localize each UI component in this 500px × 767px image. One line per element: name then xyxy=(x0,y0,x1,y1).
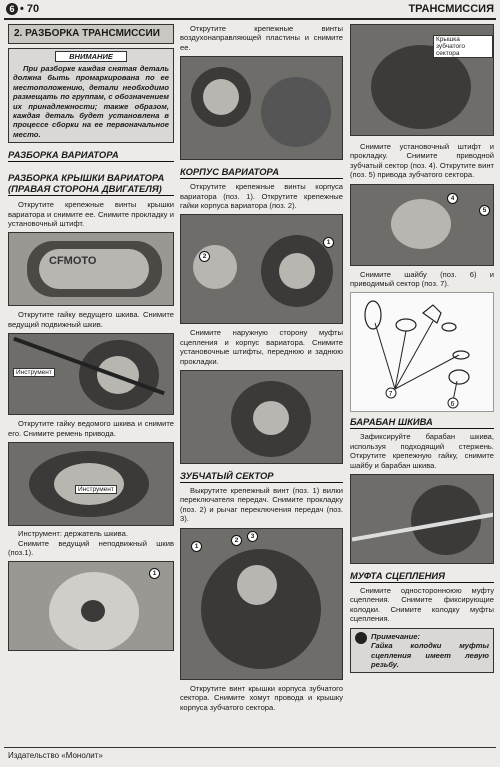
column-3: Крышка зубчатого сектора Снимите установочный штифт и прокладку. Снимите приводной зубчатый сектор (поз. 4). Открутите винт (поз. 5) привода зубчатого сектора. 4 5 Снимите шайбу (поз. 6) и приводимый сектор (поз. 7). 7 6 БАРАБАН ШКИВА Зафиксируйте барабан шкива, используя подходящий стержень. Открутите крепежную гайку, снимите шайбу и барабан шкива. МУФТА СЦЕПЛЕНИЯ Снимите односторонноюю муфту сцепления. Снимите фиксирующие колодки. Снимите колодку муфты сцепления. Примечание: Гайка колодки муфты сцепления имеет левую резьбу. xyxy=(350,24,494,673)
page-header xyxy=(4,2,496,20)
callout-2: 2 xyxy=(231,535,242,546)
note-title: Примечание: xyxy=(371,631,421,641)
note-box xyxy=(350,628,494,674)
callout-1: 1 xyxy=(149,568,160,579)
column-2: Открутите крепежные винты воздухонаправляющей пластины и снимите ее. КОРПУС ВАРИАТОРА Открутите крепежные винты корпуса вариатора (поз. 1). Открутите крепежные гайки корпуса вариатора (поз. 2). 2 1 Снимите наружную сторону муфты сцепления и корпус вариатора. Снимите установочные штифты, переднюю и заднюю прокладки. ЗУБЧАТЫЙ СЕКТОР Выкрутите крепежный винт (поз. 1) вилки переключателя передач. Снимите прокладку (поз. 2) и рычаг переключения передач (поз. 3). 1 2 3 Открутите винт крышки корпуса зубчатого сектора. Снимите хомут провода и крышку корпуса зубчатого сектора. xyxy=(180,24,343,712)
callout-5: 5 xyxy=(479,205,490,216)
svg-text:7: 7 xyxy=(388,391,393,399)
tool-label-2: Инструмент xyxy=(75,485,117,494)
heading-clutch: МУФТА СЦЕПЛЕНИЯ xyxy=(350,570,494,583)
heading-cover: РАЗБОРКА КРЫШКИ ВАРИАТОРА (ПРАВАЯ СТОРОНА ДВИГАТЕЛЯ) xyxy=(8,172,174,196)
svg-text:6: 6 xyxy=(450,401,455,409)
photo-variator-body xyxy=(180,214,343,324)
cover-label: Крышка зубчатого сектора xyxy=(433,35,493,58)
chapter-badge: 6 xyxy=(6,3,18,15)
heading-gear-sector: ЗУБЧАТЫЙ СЕКТОР xyxy=(180,470,343,483)
photo-drive-pulley xyxy=(8,333,174,415)
warning-text: При разборке каждая снятая деталь должна быть промаркирована по ее местоположению, детали необходимо размещать по группам, с обозначением их принадлежности; также образом, каждая деталь будет установлена в процессе сборки на ее первоначальное место. xyxy=(13,64,169,139)
column-1: 2. РАЗБОРКА ТРАНСМИССИИ ВНИМАНИЕ При разборке каждая снятая деталь должна быть промаркирована по ее местоположению, детали необходимо размещать по группам, с обозначением их принадлежности; также образом, каждая деталь будет установлена в процессе сборки на ее первоначальное место. РАЗБОРКА ВАРИАТОРА РАЗБОРКА КРЫШКИ ВАРИАТОРА (ПРАВАЯ СТОРОНА ДВИГАТЕЛЯ) Открутите крепежные винты крышки вариатора и снимите ее. Снимите прокладку и установочный штифт. CFMOTO Открутите гайку ведущего шкива. Снимите ведущий подвижный шкив. Инструмент Открутите гайку ведомого шкива и снимите его. Снимите ремень привода. Инструмент Инструмент: держатель шкива. Снимите ведущий неподвижный шкив (поз.1). 1 xyxy=(8,24,174,651)
heading-variator-body: КОРПУС ВАРИАТОРА xyxy=(180,166,343,179)
photo-pulley-drum xyxy=(350,474,494,564)
page-number: 6 • 70 xyxy=(6,3,39,15)
photo-clutch-removed xyxy=(180,370,343,464)
warning-box xyxy=(8,48,174,143)
callout-1: 1 xyxy=(191,541,202,552)
diagram-sector-parts xyxy=(350,292,494,412)
cfmoto-logo: CFMOTO xyxy=(49,255,97,268)
photo-variator-cover xyxy=(8,232,174,306)
warning-title: ВНИМАНИЕ xyxy=(55,51,127,62)
note-icon xyxy=(355,632,367,644)
photo-fixed-pulley xyxy=(8,561,174,651)
parts-diagram xyxy=(351,293,494,411)
photo-drive-sector xyxy=(350,184,494,266)
photo-air-plate xyxy=(180,56,343,160)
note-text: Гайка колодки муфты сцепления имеет левую резьбу. xyxy=(371,641,489,669)
tool-label: Инструмент xyxy=(13,368,55,377)
callout-1: 1 xyxy=(323,237,334,248)
callout-2: 2 xyxy=(199,251,210,262)
heading-variator: РАЗБОРКА ВАРИАТОРА xyxy=(8,149,174,162)
photo-driven-pulley xyxy=(8,442,174,526)
callout-3: 3 xyxy=(247,531,258,542)
publisher: Издательство «Монолит» xyxy=(8,751,103,760)
chapter-box-title: 2. РАЗБОРКА ТРАНСМИССИИ xyxy=(8,24,174,44)
photo-sector-cover xyxy=(350,24,494,136)
section-title: ТРАНСМИССИЯ xyxy=(408,3,494,15)
footer-divider xyxy=(4,747,496,748)
heading-pulley-drum: БАРАБАН ШКИВА xyxy=(350,416,494,429)
photo-gear-sector xyxy=(180,528,343,680)
callout-4: 4 xyxy=(447,193,458,204)
